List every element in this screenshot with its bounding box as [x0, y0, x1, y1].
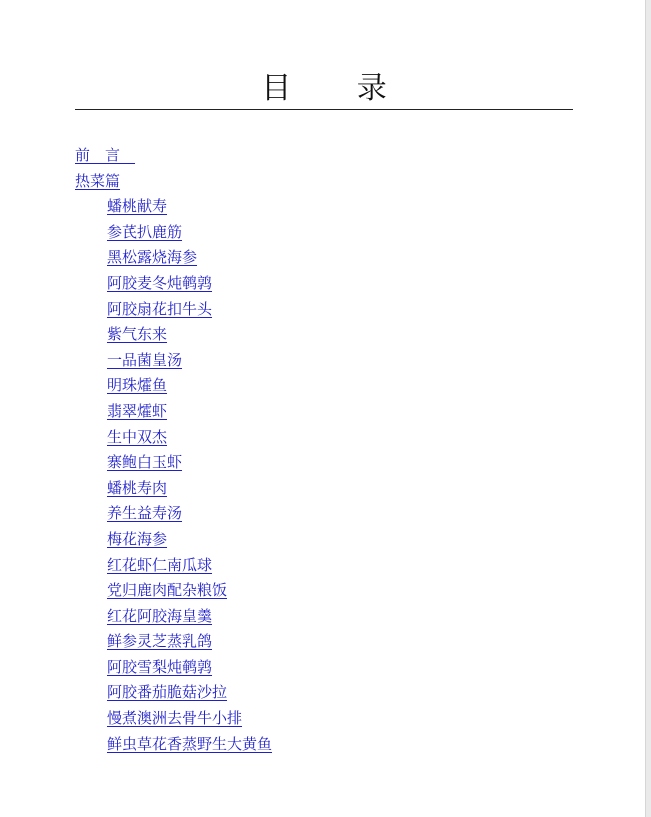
toc-title: 目 录	[261, 71, 415, 106]
toc-link[interactable]: 阿胶雪梨炖鹌鹑	[107, 657, 213, 676]
toc-link[interactable]: 梅花海参	[107, 529, 168, 548]
toc-link[interactable]: 养生益寿汤	[107, 504, 183, 523]
toc-item	[75, 425, 272, 451]
toc-item	[75, 553, 272, 579]
toc-item	[75, 655, 272, 681]
toc-link[interactable]: 阿胶麦冬炖鹌鹑	[107, 273, 213, 292]
toc-link[interactable]: 党归鹿肉配杂粮饭	[107, 581, 228, 600]
toc-item	[75, 220, 272, 246]
toc-link[interactable]: 翡翠㸌虾	[107, 401, 168, 420]
toc-item	[75, 194, 272, 220]
toc-item	[75, 732, 272, 758]
page-edge-scrollbar	[645, 0, 651, 817]
toc-link[interactable]: 阿胶番茄脆菇沙拉	[107, 683, 228, 702]
toc-link-section[interactable]: 热菜篇	[75, 171, 121, 190]
toc-item	[75, 527, 272, 553]
toc-item	[75, 629, 272, 655]
toc-item-preface	[75, 143, 272, 169]
toc-item	[75, 501, 272, 527]
toc-link[interactable]: 生中双杰	[107, 427, 168, 446]
toc-link[interactable]: 参芪扒鹿筋	[107, 222, 183, 241]
toc-item	[75, 245, 272, 271]
toc-item	[75, 604, 272, 630]
toc-link[interactable]: 阿胶扇花扣牛头	[107, 299, 213, 318]
toc-item	[75, 322, 272, 348]
toc-link[interactable]: 黑松露烧海参	[107, 248, 198, 267]
toc-item	[75, 476, 272, 502]
toc-item	[75, 680, 272, 706]
toc-list	[75, 143, 272, 757]
toc-link[interactable]: 红花阿胶海皇羹	[107, 606, 213, 625]
toc-item	[75, 399, 272, 425]
toc-link[interactable]: 红花虾仁南瓜球	[107, 555, 213, 574]
toc-item	[75, 297, 272, 323]
toc-link[interactable]: 紫气东来	[107, 325, 168, 344]
toc-link[interactable]: 鲜参灵芝蒸乳鸽	[107, 632, 213, 651]
toc-link[interactable]: 慢煮澳洲去骨牛小排	[107, 709, 243, 728]
toc-link[interactable]: 明珠㸌鱼	[107, 376, 168, 395]
toc-item	[75, 271, 272, 297]
toc-item	[75, 373, 272, 399]
toc-item	[75, 348, 272, 374]
toc-link-preface[interactable]: 前言	[75, 146, 136, 164]
toc-item-section	[75, 169, 272, 195]
toc-link[interactable]: 鲜虫草花香蒸野生大黄鱼	[107, 734, 273, 753]
toc-link[interactable]: 蟠桃献寿	[107, 197, 168, 216]
toc-item	[75, 450, 272, 476]
toc-link[interactable]: 寨鲍白玉虾	[107, 453, 183, 472]
toc-item	[75, 706, 272, 732]
toc-link[interactable]: 蟠桃寿肉	[107, 478, 168, 497]
toc-link[interactable]: 一品菌皇汤	[107, 350, 183, 369]
title-divider	[75, 109, 573, 110]
toc-item	[75, 578, 272, 604]
